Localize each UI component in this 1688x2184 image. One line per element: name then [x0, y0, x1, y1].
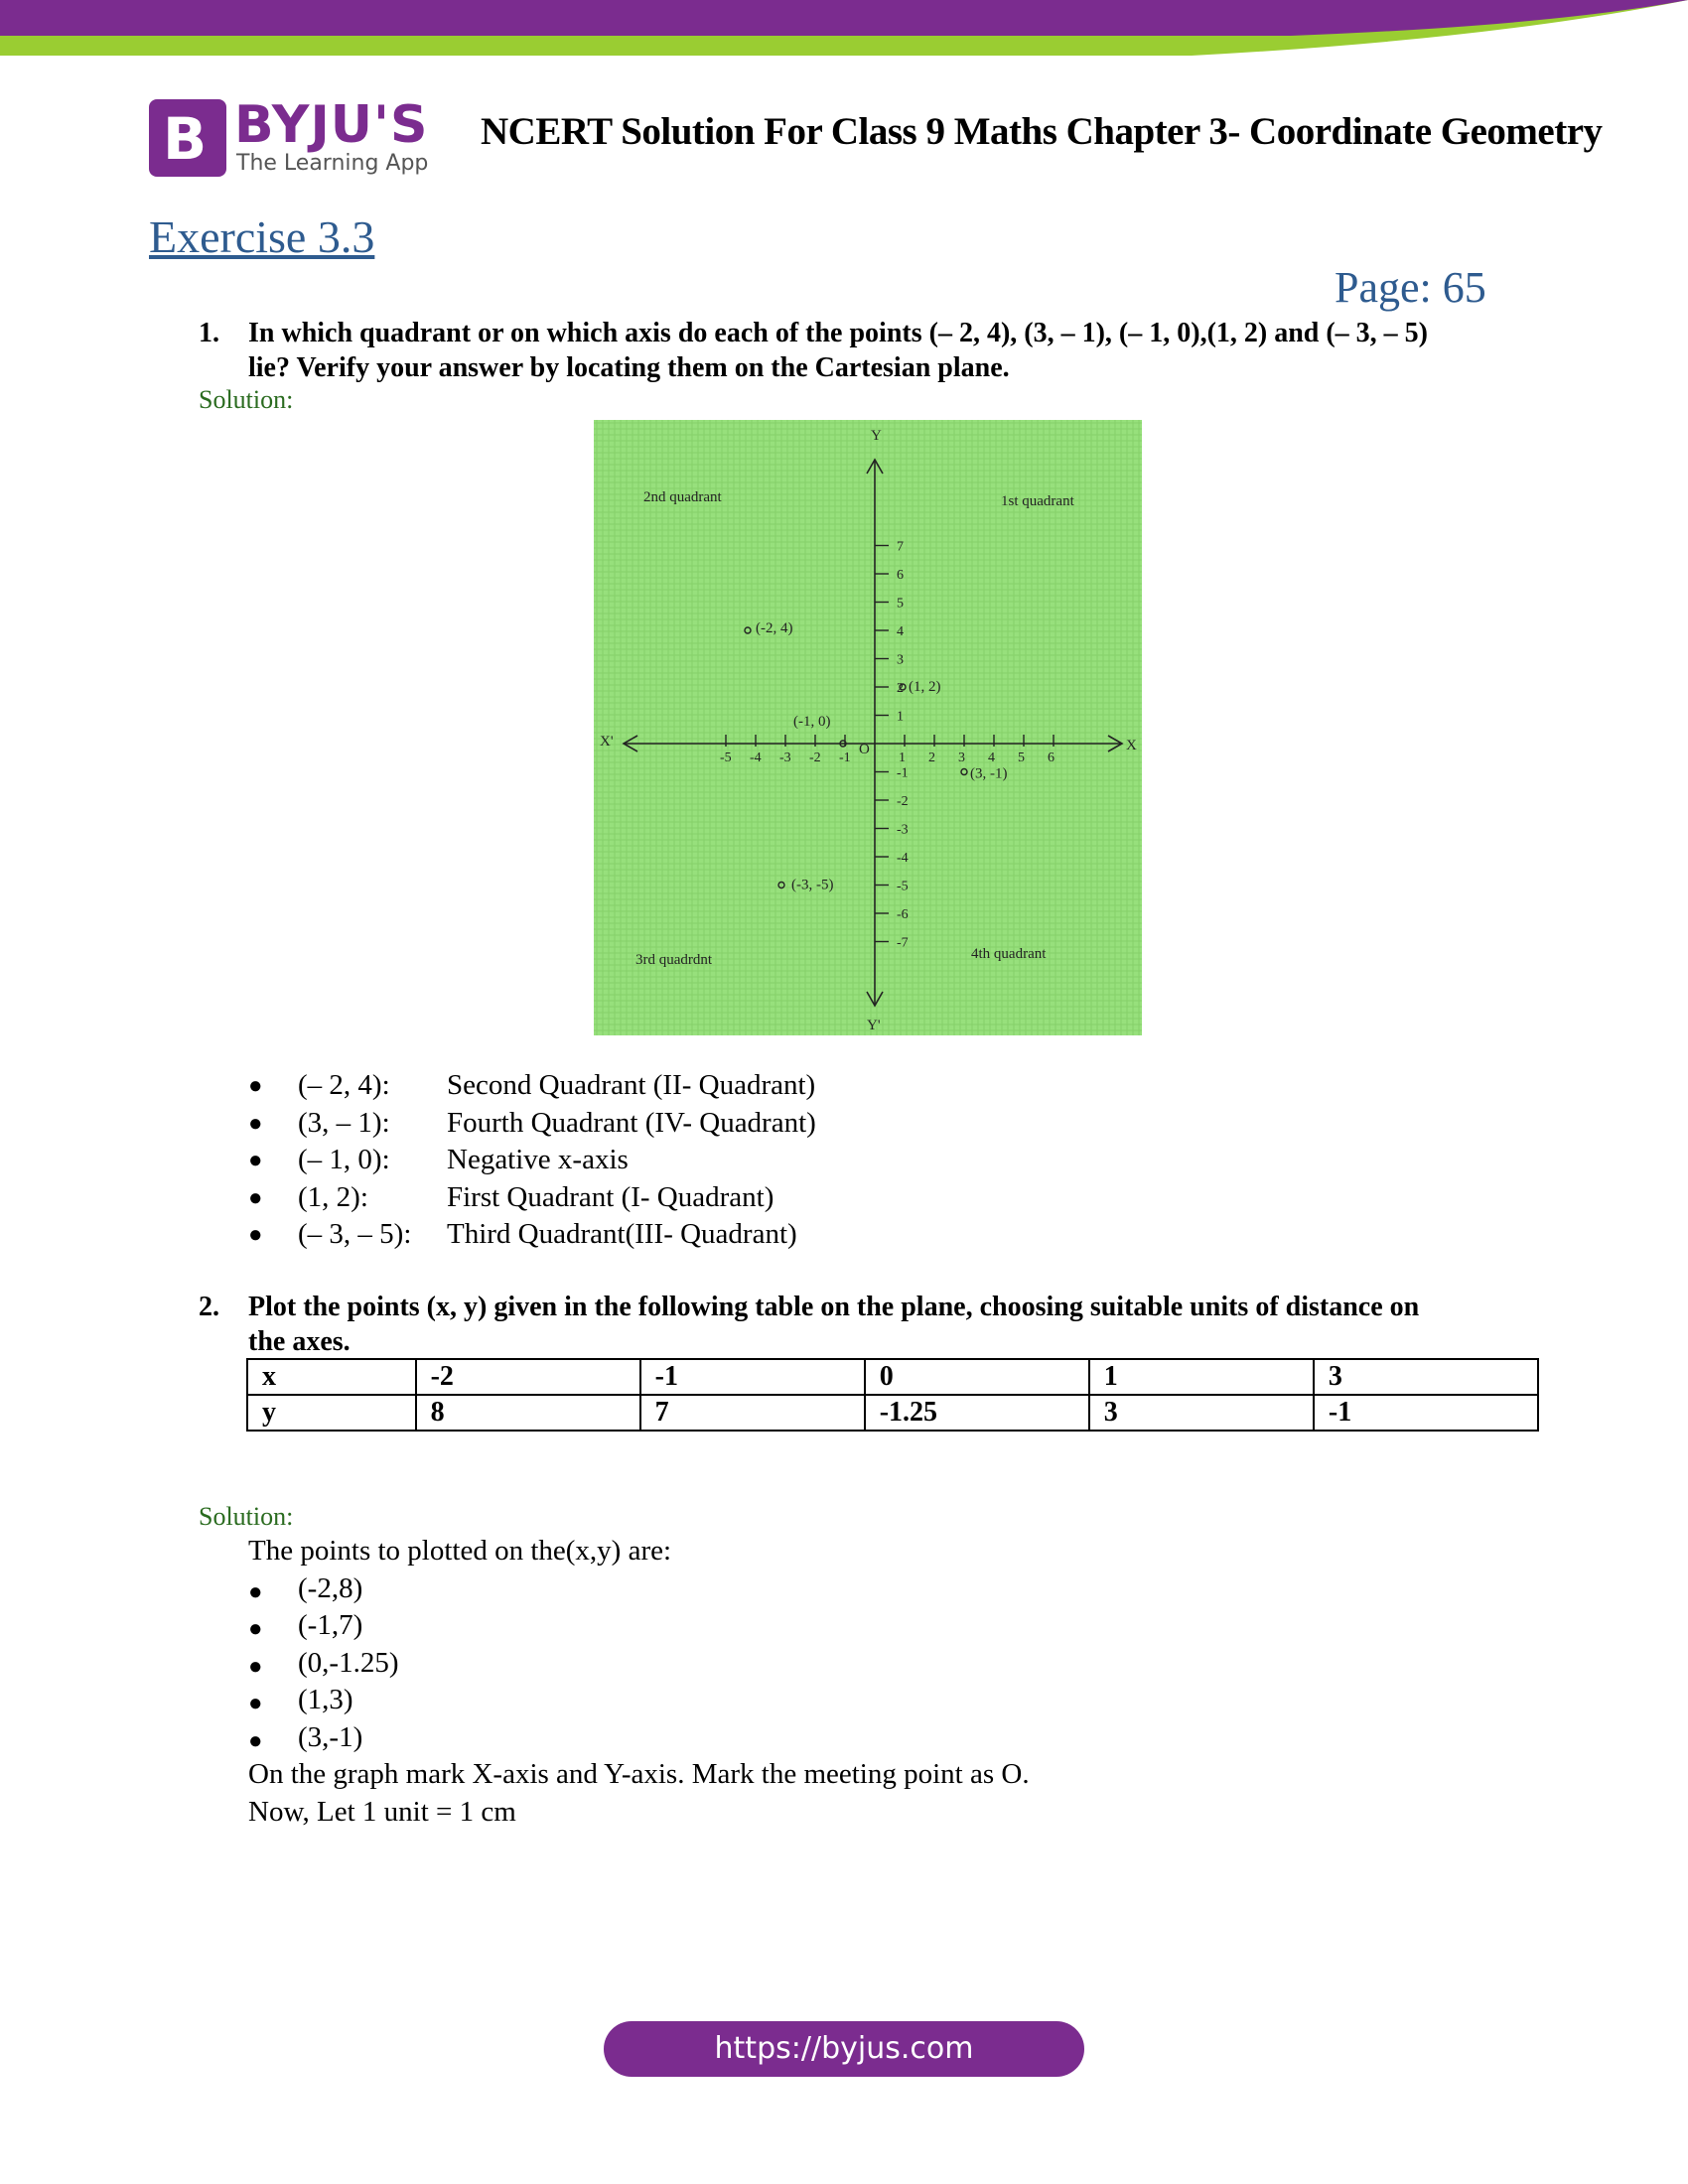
- page-number: Page: 65: [1335, 263, 1486, 312]
- point-label: (-3, -5): [791, 877, 834, 893]
- x-tick-label: 4: [988, 751, 995, 765]
- plot-point: (-2,8): [298, 1571, 363, 1604]
- byjus-logo: [149, 95, 437, 183]
- xy-table: [246, 1358, 1539, 1432]
- y-tick-label: -5: [897, 879, 909, 894]
- list-item: [248, 1682, 1030, 1719]
- table-row: [247, 1395, 1538, 1431]
- x-tick-label: 5: [1018, 751, 1025, 765]
- plot-point: (3,-1): [298, 1720, 363, 1753]
- bullet-icon: ●: [248, 1727, 263, 1754]
- answer-quadrant: Fourth Quadrant (IV- Quadrant): [447, 1106, 816, 1139]
- table-cell: 0: [865, 1359, 1089, 1395]
- bullet-icon: ●: [248, 1616, 263, 1642]
- plot-point: (0,-1.25): [298, 1646, 399, 1679]
- y-tick-label: 2: [897, 681, 904, 696]
- y-tick-label: -7: [897, 935, 909, 951]
- bullet-icon: ●: [248, 1110, 263, 1137]
- x-tick-label: 6: [1048, 751, 1055, 765]
- graph-background: [594, 420, 1142, 1035]
- y-tick-label: 1: [897, 709, 904, 725]
- table-cell: 8: [416, 1395, 640, 1431]
- table-cell: -1: [640, 1359, 865, 1395]
- exercise-heading: Exercise 3.3: [149, 211, 375, 262]
- y-tick-label: 4: [897, 624, 904, 639]
- x-tick-label: 3: [958, 751, 965, 765]
- answer-point: (– 1, 0):: [298, 1144, 390, 1175]
- x-tick-label: 1: [899, 751, 906, 765]
- origin-label: O: [859, 742, 870, 757]
- point-label: (1, 2): [909, 679, 941, 695]
- y-tick-label: -6: [897, 907, 909, 922]
- point-label: (-2, 4): [756, 620, 793, 636]
- logo-icon: B: [149, 99, 226, 177]
- x-axis-label: X: [1126, 738, 1137, 753]
- table-cell: -1: [1314, 1395, 1538, 1431]
- table-cell: 7: [640, 1395, 865, 1431]
- x-axis-neg-label: X': [600, 734, 614, 750]
- solution-text: On the graph mark X-axis and Y-axis. Mark the meeting point as O.: [248, 1758, 1030, 1790]
- table-cell: 3: [1089, 1395, 1314, 1431]
- page-title: NCERT Solution For Class 9 Maths Chapter 3- Coordinate Geometry: [481, 110, 1603, 153]
- bullet-icon: ●: [248, 1073, 263, 1099]
- table-cell: x: [247, 1359, 416, 1395]
- y-tick-label: -4: [897, 851, 909, 866]
- bullet-icon: ●: [248, 1222, 263, 1248]
- bullet-icon: ●: [248, 1653, 263, 1680]
- list-item: [248, 1570, 1030, 1608]
- x-tick-label: -2: [809, 751, 821, 765]
- x-tick-label: -1: [839, 751, 851, 765]
- plot-point: (-1,7): [298, 1609, 363, 1641]
- answer-point: (– 2, 4):: [298, 1069, 390, 1101]
- table-cell: 1: [1089, 1359, 1314, 1395]
- question-line: the axes.: [248, 1326, 351, 1357]
- answer-quadrant: First Quadrant (I- Quadrant): [447, 1180, 774, 1213]
- question-1: [199, 316, 1539, 387]
- x-tick-label: 2: [928, 751, 935, 765]
- table-cell: -2: [416, 1359, 640, 1395]
- y-axis-neg-label: Y': [867, 1018, 881, 1033]
- plot-point: (1,3): [298, 1684, 353, 1715]
- logo-name: BYJU'S: [234, 95, 429, 155]
- x-tick-label: -5: [720, 751, 732, 765]
- question-number: 1.: [199, 318, 219, 348]
- logo-tagline: The Learning App: [236, 151, 429, 176]
- bullet-icon: ●: [248, 1184, 263, 1211]
- answer-point: (3, – 1):: [298, 1106, 390, 1139]
- question-2: [199, 1290, 1539, 1361]
- footer-url-link[interactable]: https://byjus.com: [604, 2021, 1084, 2077]
- question-text: [248, 316, 1428, 385]
- y-tick-label: -2: [897, 794, 909, 809]
- answer-quadrant: Second Quadrant (II- Quadrant): [447, 1069, 816, 1101]
- y-tick-label: 5: [897, 596, 904, 612]
- question-number: 2.: [199, 1292, 219, 1322]
- answer-quadrant: Negative x-axis: [447, 1144, 629, 1175]
- table-row: [247, 1359, 1538, 1395]
- solution-text: Now, Let 1 unit = 1 cm: [248, 1795, 516, 1828]
- quadrant-label: 4th quadrant: [971, 946, 1047, 962]
- x-tick-label: -4: [750, 751, 762, 765]
- y-tick-label: 7: [897, 539, 904, 555]
- list-item: [248, 1719, 1030, 1757]
- list-item: [248, 1607, 1030, 1645]
- point-label: (-1, 0): [793, 714, 831, 730]
- answer-point: (1, 2):: [298, 1180, 368, 1213]
- answer-point: (– 3, – 5):: [298, 1218, 412, 1250]
- point-label: (3, -1): [970, 765, 1008, 782]
- question-line: Plot the points (x, y) given in the following table on the plane, choosing suitable units of distance on: [248, 1292, 1420, 1322]
- q2-solution: [248, 1533, 1030, 1831]
- question-line: lie? Verify your answer by locating them on the Cartesian plane.: [248, 352, 1010, 383]
- solution-intro: The points to plotted on the(x,y) are:: [248, 1535, 672, 1567]
- table-cell: -1.25: [865, 1395, 1089, 1431]
- solution-label: Solution:: [199, 1502, 294, 1531]
- y-tick-label: 3: [897, 652, 904, 668]
- list-item: [248, 1645, 1030, 1683]
- bullet-icon: ●: [248, 1148, 263, 1173]
- top-banner: [0, 0, 1688, 60]
- table-cell: y: [247, 1395, 416, 1431]
- cartesian-plane-graph: [594, 420, 1142, 1035]
- quadrant-label: 3rd quadrdnt: [635, 952, 713, 968]
- x-tick-label: -3: [779, 751, 791, 765]
- quadrant-label: 1st quadrant: [1001, 493, 1074, 509]
- question-text: [248, 1290, 1419, 1359]
- y-tick-label: 6: [897, 568, 904, 583]
- question-line: In which quadrant or on which axis do each of the points (– 2, 4), (3, – 1), (– 1, 0),(1, 2) and (– 3, – 5): [248, 318, 1429, 348]
- bullet-icon: ●: [248, 1691, 263, 1716]
- bullet-icon: ●: [248, 1578, 263, 1605]
- y-tick-label: -3: [897, 822, 909, 838]
- y-axis-label: Y: [871, 428, 882, 444]
- quadrant-label: 2nd quadrant: [643, 489, 722, 505]
- answer-quadrant: Third Quadrant(III- Quadrant): [447, 1218, 797, 1250]
- table-cell: 3: [1314, 1359, 1538, 1395]
- y-tick-label: -1: [897, 765, 909, 781]
- solution-label: Solution:: [199, 385, 294, 414]
